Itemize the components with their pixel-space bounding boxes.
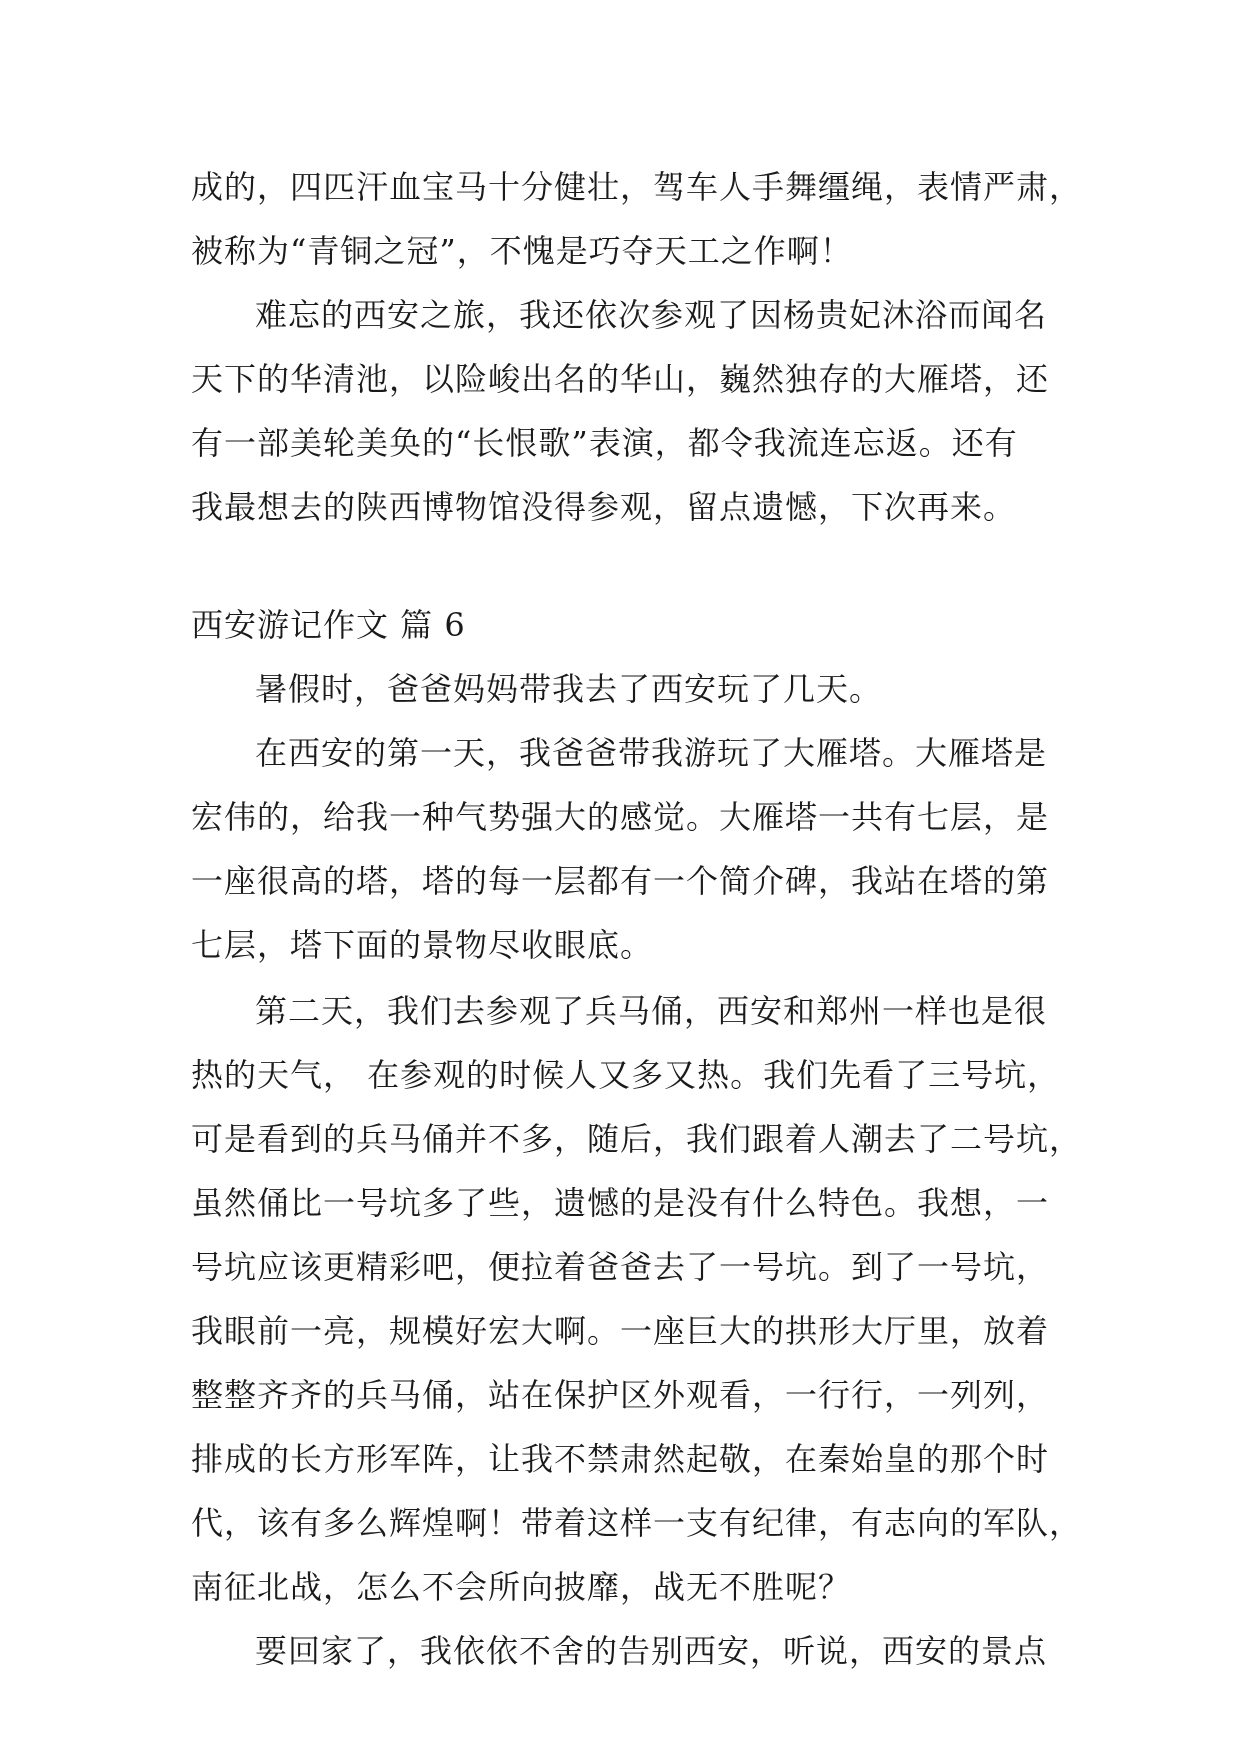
text-line: 被称为“青铜之冠”，不愧是巧夺天工之作啊！ (191, 232, 853, 270)
text-line: 我最想去的陕西博物馆没得参观，留点遗憾，下次再来。 (191, 488, 1017, 526)
paragraph-start: 暑假时，爸爸妈妈带我去了西安玩了几天。 (255, 670, 883, 708)
text-line: 号坑应该更精彩吧，便拉着爸爸去了一号坑。到了一号坑， (191, 1248, 1050, 1286)
text-line: 代，该有多么辉煌啊！带着这样一支有纪律，有志向的军队， (191, 1504, 1083, 1542)
text-line: 七层，塔下面的景物尽收眼底。 (191, 926, 654, 964)
text-line: 一座很高的塔，塔的每一层都有一个简介碑，我站在塔的第 (191, 862, 1050, 900)
text-line: 我眼前一亮，规模好宏大啊。一座巨大的拱形大厅里，放着 (191, 1312, 1050, 1350)
text-line: 宏伟的，给我一种气势强大的感觉。大雁塔一共有七层，是 (191, 798, 1050, 836)
text-line: 虽然俑比一号坑多了些，遗憾的是没有什么特色。我想，一 (191, 1184, 1050, 1222)
text-line: 南征北战，怎么不会所向披靡，战无不胜呢？ (191, 1568, 852, 1606)
text-line: 成的，四匹汗血宝马十分健壮，驾车人手舞缰绳，表情严肃， (191, 168, 1083, 206)
text-line: 可是看到的兵马俑并不多，随后，我们跟着人潮去了二号坑， (191, 1120, 1083, 1158)
paragraph-start: 难忘的西安之旅，我还依次参观了因杨贵妃沐浴而闻名 (255, 296, 1048, 334)
paragraph-start: 要回家了，我依依不舍的告别西安，听说，西安的景点 (255, 1632, 1048, 1670)
text-line: 天下的华清池，以险峻出名的华山，巍然独存的大雁塔，还 (191, 360, 1050, 398)
text-line: 热的天气， 在参观的时候人又多又热。我们先看了三号坑， (191, 1056, 1061, 1094)
text-line: 有一部美轮美奂的“长恨歌”表演，都令我流连忘返。还有 (191, 424, 1018, 462)
text-line: 整整齐齐的兵马俑，站在保护区外观看，一行行，一列列， (191, 1376, 1050, 1414)
paragraph-start: 在西安的第一天，我爸爸带我游玩了大雁塔。大雁塔是 (255, 734, 1048, 772)
paragraph-start: 第二天，我们去参观了兵马俑，西安和郑州一样也是很 (255, 992, 1048, 1030)
text-line: 排成的长方形军阵，让我不禁肃然起敬，在秦始皇的那个时 (191, 1440, 1050, 1478)
section-heading: 西安游记作文 篇 6 (191, 606, 466, 644)
